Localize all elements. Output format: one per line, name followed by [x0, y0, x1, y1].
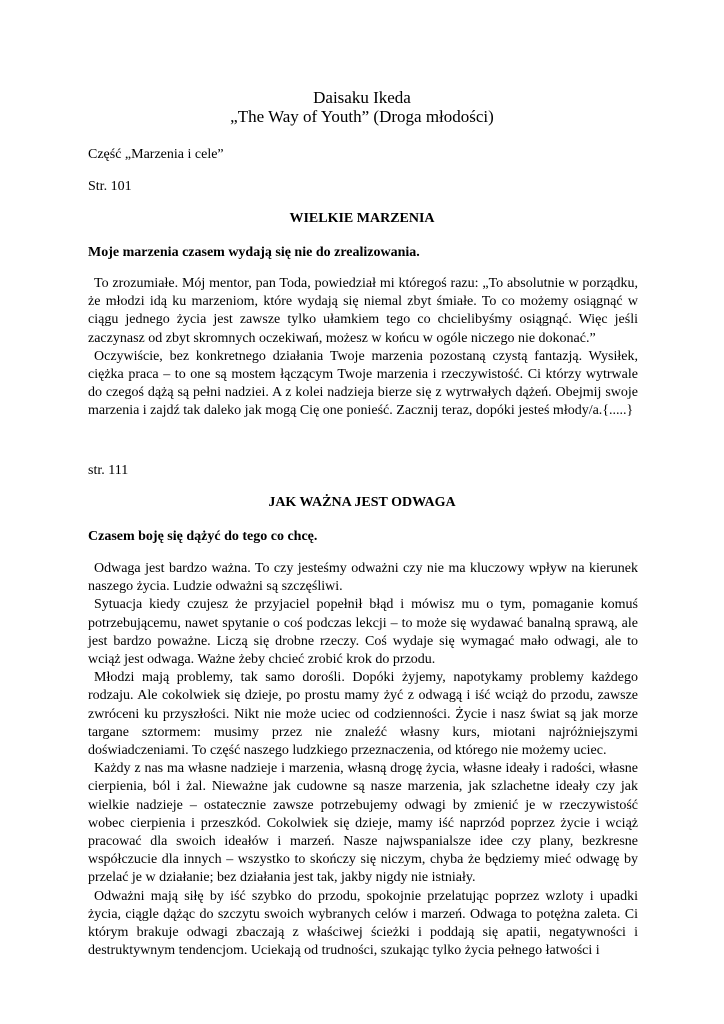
paragraph: Młodzi mają problemy, tak samo dorośli. Dopóki żyjemy, napotykamy problemy każdego rodzaju. Ale cokolwiek się dzieje, po prostu mamy żyć z odwagą i iść wciąż do przodu, zawsze zwróceni ku przyszłości. Nikt nie może uciec od codzienności. Życie i nasz świat są jak morze targane sztormem: musimy przez nie znaleźć własny kurs, miotani najróżniejszymi doświadczeniami. To część naszego ludzkiego przeznaczenia, od którego nie możemy uciec.: [88, 670, 638, 759]
section-body-2: [88, 560, 638, 960]
book-title: „The Way of Youth” (Droga młodości): [230, 107, 494, 126]
part-label: Część „Marzenia i cele”: [88, 147, 224, 162]
page-reference-2: str. 111: [88, 463, 129, 478]
section-heading-1: WIELKIE MARZENIA: [289, 211, 435, 226]
section-heading-2: JAK WAŻNA JEST ODWAGA: [268, 495, 456, 510]
paragraph: Odwaga jest bardzo ważna. To czy jesteśmy odważni czy nie ma kluczowy wpływ na kierunek naszego życia. Ludzie odważni są szczęśliwi.: [88, 561, 638, 595]
paragraph: Sytuacja kiedy czujesz że przyjaciel popełnił błąd i mówisz mu o tym, pomaganie komuś potrzebującemu, nawet spytanie o coś podczas lekcji – to może się wydawać banalną sprawą, ale jest bardzo poważne. Liczą się drobne rzeczy. Coś wydaje się wymagać mało odwagi, ale to wciąż jest odwaga. Ważne żeby chcieć zrobić krok do przodu.: [88, 597, 638, 668]
section-body-1: [88, 275, 638, 421]
paragraph: To zrozumiałe. Mój mentor, pan Toda, powiedział mi któregoś razu: „To absolutnie w porządku, że młodzi idą ku marzeniom, które wydają się niemal zbyt śmiałe. To co możemy osiągnąć w ciągu jednego życia jest zawsze tylko ułamkiem tego co chcielibyśmy osiągnąć. Więc jeśli zaczynasz od zbyt skromnych oczekiwań, możesz w końcu w ogóle niczego nie dokonać.”: [88, 276, 638, 346]
section-question-2: Czasem boję się dążyć do tego co chcę.: [88, 529, 318, 544]
paragraph: Odważni mają siłę by iść szybko do przodu, spokojnie przelatując poprzez wzloty i upadki życia, ciągle dążąc do szczytu swoich wybranych celów i marzeń. Odwaga to potężna zaleta. Ci którym brakuje odwagi zbaczają z właściwej ścieżki i poddają się apatii, negatywności i destruktywnym tendencjom. Uciekają od trudności, szukając tylko życia pełnego łatwości i: [88, 888, 638, 959]
paragraph: Każdy z nas ma własne nadzieje i marzenia, własną drogę życia, własne ideały i radości, własne cierpienia, ból i żal. Nieważne jak cudowne są nasze marzenia, jak szlachetne ideały czy jak wielkie nadzieje – ostatecznie zawsze potrzebujemy odwagi by zmienić je w rzeczywistość wobec cierpienia i przeszkód. Cokolwiek się dzieje, mamy iść naprzód poprzez życie i wciąż pracować dla swoich ideałów i marzeń. Nasze najwspanialsze idee czy plany, bezkresne współczucie dla innych – wszystko to skończy się niczym, chyba że będziemy mieć odwagę by przelać je w działanie; bez działania jest tak, jakby nigdy nie istniały.: [88, 761, 638, 886]
paragraph: Oczywiście, bez konkretnego działania Twoje marzenia pozostaną czystą fantazją. Wysiłek, ciężka praca – to one są mostem łączącym Twoje marzenia i rzeczywistość. Ci którzy wytrwale do czegoś dążą są pełni nadziei. A z kolei nadzieja bierze się z wytrwałych dążeń. Obejmij swoje marzenia i zajdź tak daleko jak mogą Cię one ponieść. Zacznij teraz, dopóki jesteś młody/a.{.....}: [88, 348, 638, 419]
page-reference-1: Str. 101: [88, 179, 132, 194]
section-question-1: Moje marzenia czasem wydają się nie do zrealizowania.: [88, 245, 420, 260]
author-name: Daisaku Ikeda: [313, 88, 411, 107]
